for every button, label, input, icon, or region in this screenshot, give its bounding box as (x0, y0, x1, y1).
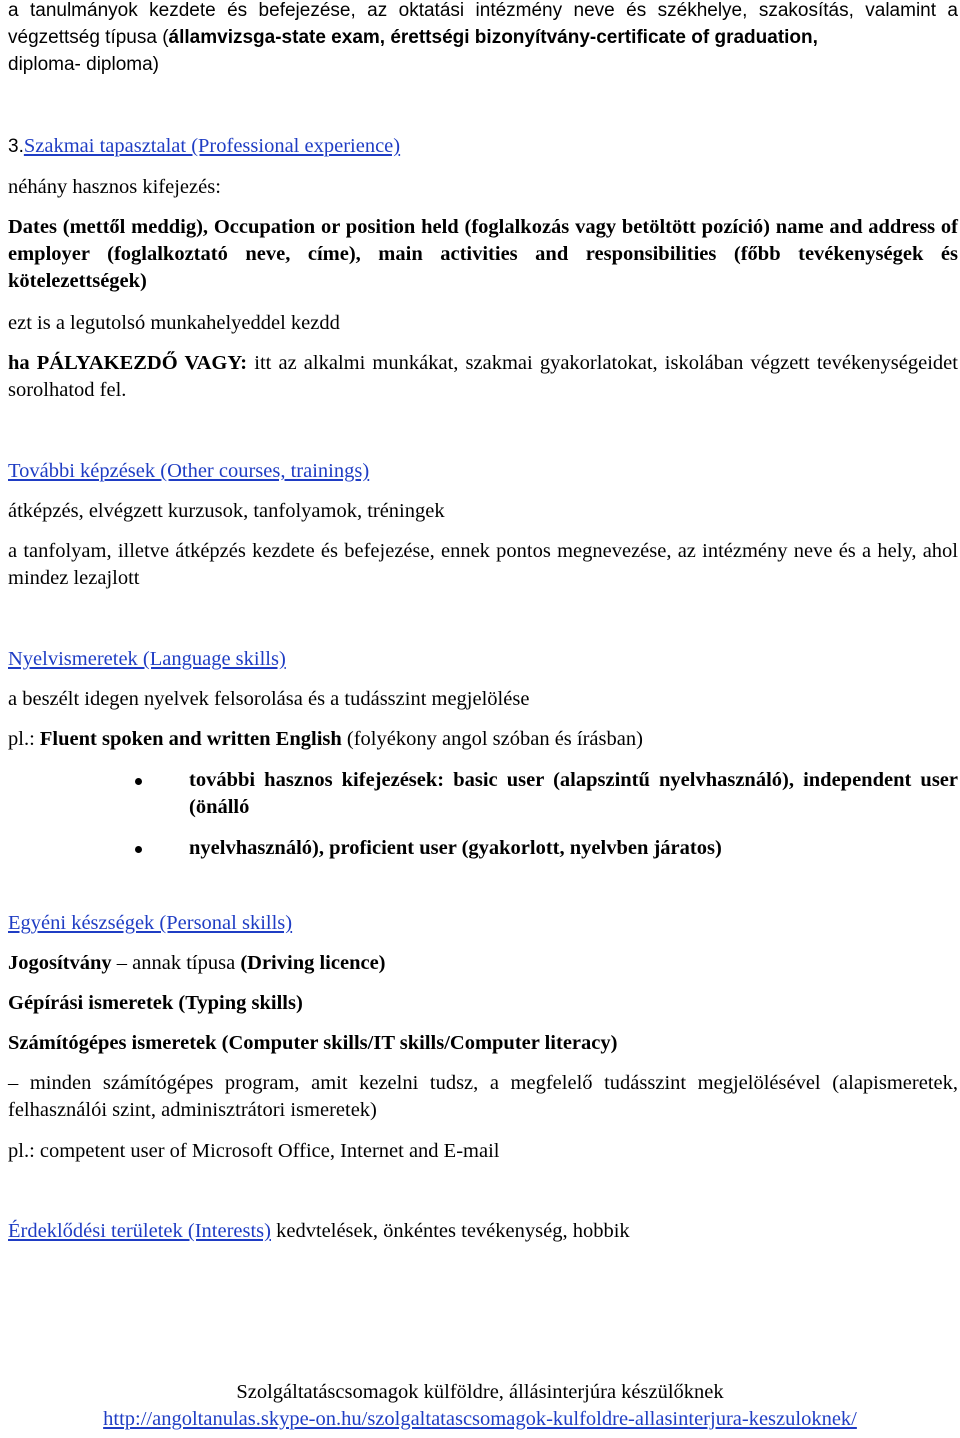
career-starter-label: ha PÁLYAKEZDŐ VAGY: (8, 352, 248, 374)
interests-line (8, 1218, 958, 1245)
languages-line-1: a beszélt idegen nyelvek felsorolása és a tudásszint megjelölése (8, 688, 530, 710)
education-text-end: diploma- diploma) (8, 54, 160, 75)
driving-text: – annak típusa (111, 952, 241, 974)
start-latest-note: ezt is a legutolsó munkahelyeddel kezdd (8, 312, 340, 334)
experience-phrases: Dates (mettől meddig), Occupation or position held (foglalkozás vagy betöltött pozíció) name and address of employer (foglalkoztató neve, címe), main activities and responsibilities (főbb tevékenységek és kötelezettségek) (8, 216, 958, 292)
languages-example (8, 726, 958, 753)
driving-label: Jogosítvány (8, 952, 112, 974)
computer-skills: Számítógépes ismeretek (Computer skills/IT skills/Computer literacy) (8, 1032, 618, 1054)
courses-line-2: a tanfolyam, illetve átképzés kezdete és befejezése, ennek pontos megnevezése, az intézmény neve és a hely, ahol mindez lezajlott (8, 540, 958, 589)
bullet-text: további hasznos kifejezések: basic user (alapszintű nyelvhasználó), independent user (önálló (189, 769, 958, 818)
useful-phrases-label: néhány hasznos kifejezés: (8, 176, 221, 198)
typing-skills: Gépírási ismeretek (Typing skills) (8, 992, 303, 1014)
footer-title: Szolgáltatáscsomagok külföldre, állásinterjúra készülőknek (236, 1381, 724, 1403)
courses-line-1: átképzés, elvégzett kurzusok, tanfolyamok, tréningek (8, 500, 445, 522)
computer-skills-example: pl.: competent user of Microsoft Office, Internet and E-mail (8, 1140, 500, 1162)
career-starter-note (8, 350, 958, 404)
education-text: a tanulmányok kezdete és befejezése, az oktatási intézmény neve és székhelye, szakosítás, valamint a végzettség típusa ( (8, 0, 958, 48)
experience-heading-text: Szakmai tapasztalat (Professional experience) (23, 135, 401, 157)
footer-link-wrap (0, 1406, 960, 1433)
driving-english: (Driving licence) (240, 952, 386, 974)
computer-skills-description: – minden számítógépes program, amit kezelni tudsz, a megfelelő tudásszint megjelölésével (alapismeretek, felhasználói szint, adminisztrátori ismeretek) (8, 1072, 958, 1121)
interests-heading: Érdeklődési területek (Interests) (8, 1220, 271, 1242)
bullet-text: nyelvhasználó), proficient user (gyakorlott, nyelvben járatos) (189, 837, 722, 859)
education-description (8, 0, 958, 78)
language-bullets (8, 767, 958, 862)
example-bold: Fluent spoken and written English (39, 728, 342, 750)
example-prefix: pl.: (8, 728, 40, 750)
list-item (8, 767, 958, 821)
footer-link[interactable]: http://angoltanulas.skype-on.hu/szolgaltatascsomagok-kulfoldre-allasinterjura-keszuloknek/ (103, 1408, 857, 1430)
bullet-icon (135, 846, 142, 853)
section-number: 3. (8, 136, 24, 157)
career-starter-text: itt az alkalmi munkákat, szakmai gyakorlatokat, iskolában végzett tevékenységeidet sorolhatod fel. (8, 352, 958, 401)
courses-heading: További képzések (Other courses, trainings) (8, 460, 370, 482)
personal-heading: Egyéni készségek (Personal skills) (8, 912, 293, 934)
interests-text: kedvtelések, önkéntes tevékenység, hobbik (270, 1220, 630, 1242)
languages-heading: Nyelvismeretek (Language skills) (8, 648, 286, 670)
experience-heading (8, 133, 958, 160)
example-suffix: (folyékony angol szóban és írásban) (341, 728, 643, 750)
bullet-icon (135, 778, 142, 785)
list-item (8, 835, 958, 862)
education-bold-terms: államvizsga-state exam, érettségi bizonyítvány-certificate of graduation, (168, 27, 818, 48)
driving-licence-line (8, 950, 958, 977)
